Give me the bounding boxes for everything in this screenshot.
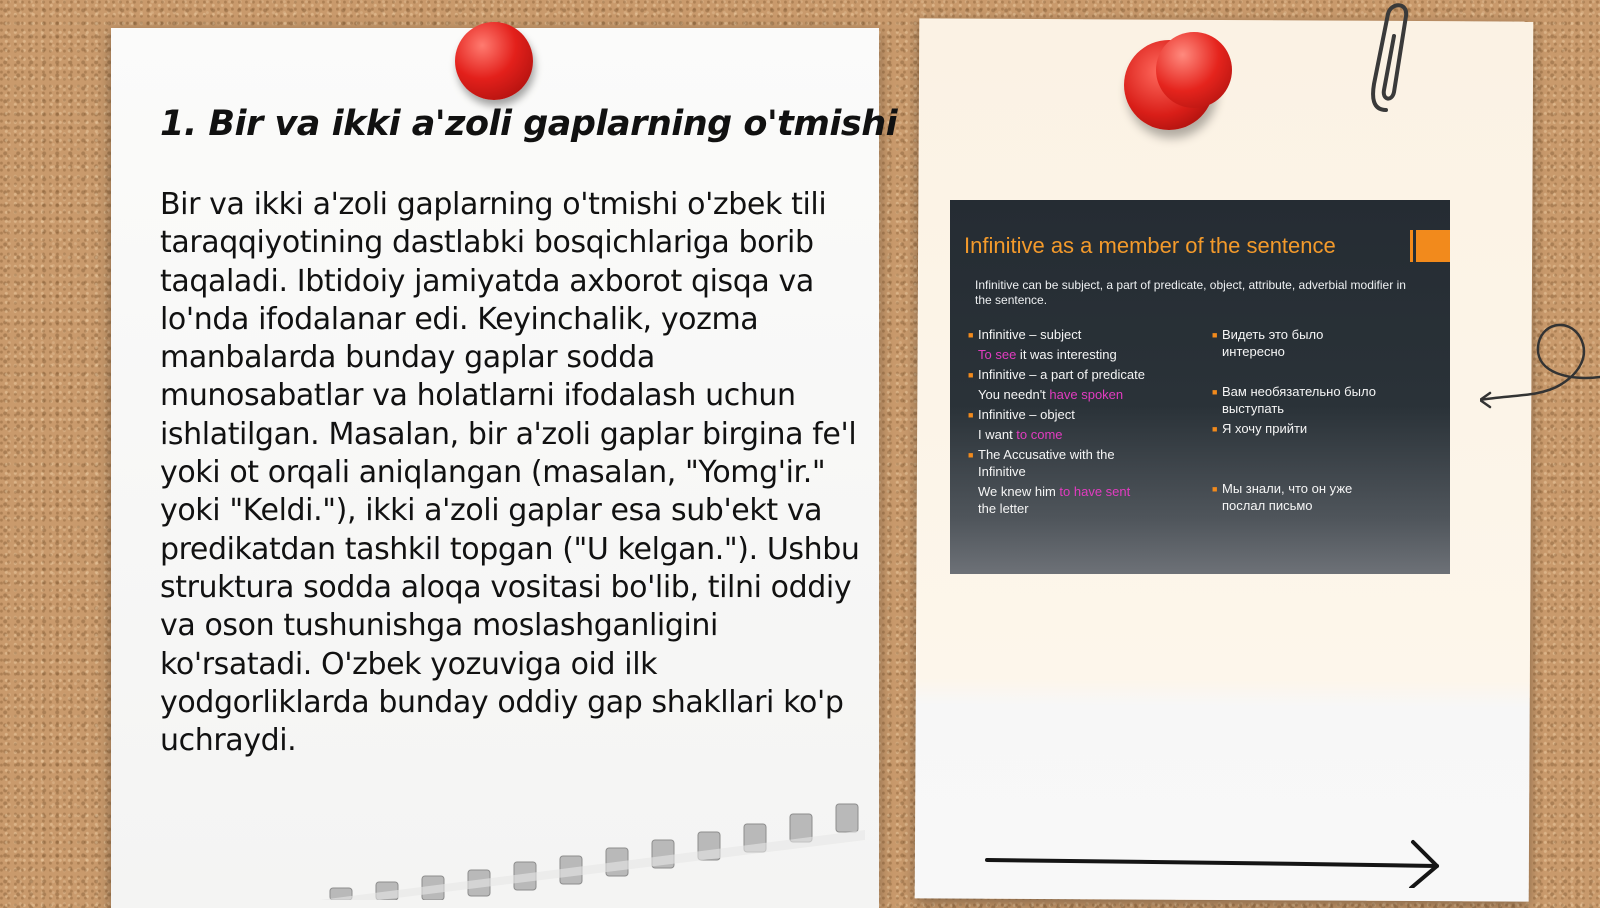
pushpin-icon [455, 22, 533, 100]
slide-text: it was interesting [1016, 347, 1117, 362]
slide-accent-bar [1416, 230, 1450, 262]
spiral-tabs-decoration [320, 800, 880, 900]
slide-highlight: To see [978, 347, 1017, 362]
slide-text: We knew him [978, 484, 1060, 499]
slide-text: the letter [978, 501, 1029, 516]
slide-intro: Infinitive can be subject, a part of predicate, object, attribute, adverbial modifier in the sentence. [975, 278, 1406, 307]
slide-text: I want [978, 427, 1017, 442]
paperclip-icon [1368, 0, 1418, 126]
pushpin-highlight [1156, 32, 1232, 108]
slide-text: послал письмо [1222, 498, 1313, 513]
slide-text: интересно [1222, 344, 1285, 359]
note-title: 1. Bir va ikki a'zoli gaplarning o'tmishi [160, 104, 898, 144]
arrow-right-icon [985, 838, 1445, 888]
slide-text: Infinitive [978, 464, 1026, 479]
slide-text: Infinitive – subject [978, 327, 1082, 342]
slide-image [950, 200, 1450, 574]
slide-text: Мы знали, что он уже [1222, 481, 1353, 496]
slide-text: Я хочу прийти [1222, 421, 1308, 436]
slide-title: Infinitive as a member of the sentence [964, 233, 1336, 258]
slide-highlight: have spoken [1049, 387, 1124, 402]
slide-highlight: to come [1016, 427, 1063, 442]
slide-text: The Accusative with the [978, 447, 1115, 462]
slide-text: Вам необязательно было [1222, 384, 1376, 399]
slide-text: Видеть это было [1222, 327, 1324, 342]
slide-text: выступать [1222, 401, 1285, 416]
slide-text: Infinitive – object [978, 407, 1075, 422]
slide-text: You needn't [978, 387, 1050, 402]
slide-text: Infinitive – a part of predicate [978, 367, 1145, 382]
note-paragraph: Bir va ikki a'zoli gaplarning o'tmishi o'zbek tili taraqqiyotining dastlabki bosqichlariga borib taqaladi. Ibtidoiy jamiyatda axborot qisqa va lo'nda ifodalanar edi. Keyinchalik, yozma manbalarda bunday gaplar sodda munosabatlar va holatlarni ifodalash uchun ishlatilgan. Masalan, bir a'zoli gaplar birgina fe'l yoki ot orqali aniqlangan (masalan, "Yomg'ir." yoki "Keldi."), ikki a'zoli gaplar esa sub'ekt va predikatdan tashkil topgan ("U kelgan."). Ushbu struktura sodda aloqa vositasi bo'lib, tilni oddiy va oson tushunishga moslashganligini ko'rsatadi. O'zbek yozuviga oid ilk yodgorliklarda bunday oddiy gap shakllari ko'p uchraydi. [160, 187, 860, 759]
slide-left-column: ■ Infinitive – subject To see it was interesting ■ Infinitive – a part of predicate You needn't have spoken ■ Infinitive – object I want to come ■ The Accusative with the Infinitive We knew him to have sent the letter [968, 327, 1145, 516]
loop-arrow-doodle [1480, 315, 1600, 425]
slide-right-column: ■ Видеть это было интересно ■ Вам необязательно было выступать ■ Я хочу прийти ■ Мы знали, что он уже послал письмо [1212, 327, 1376, 513]
slide-highlight: to have sent [1059, 484, 1131, 499]
